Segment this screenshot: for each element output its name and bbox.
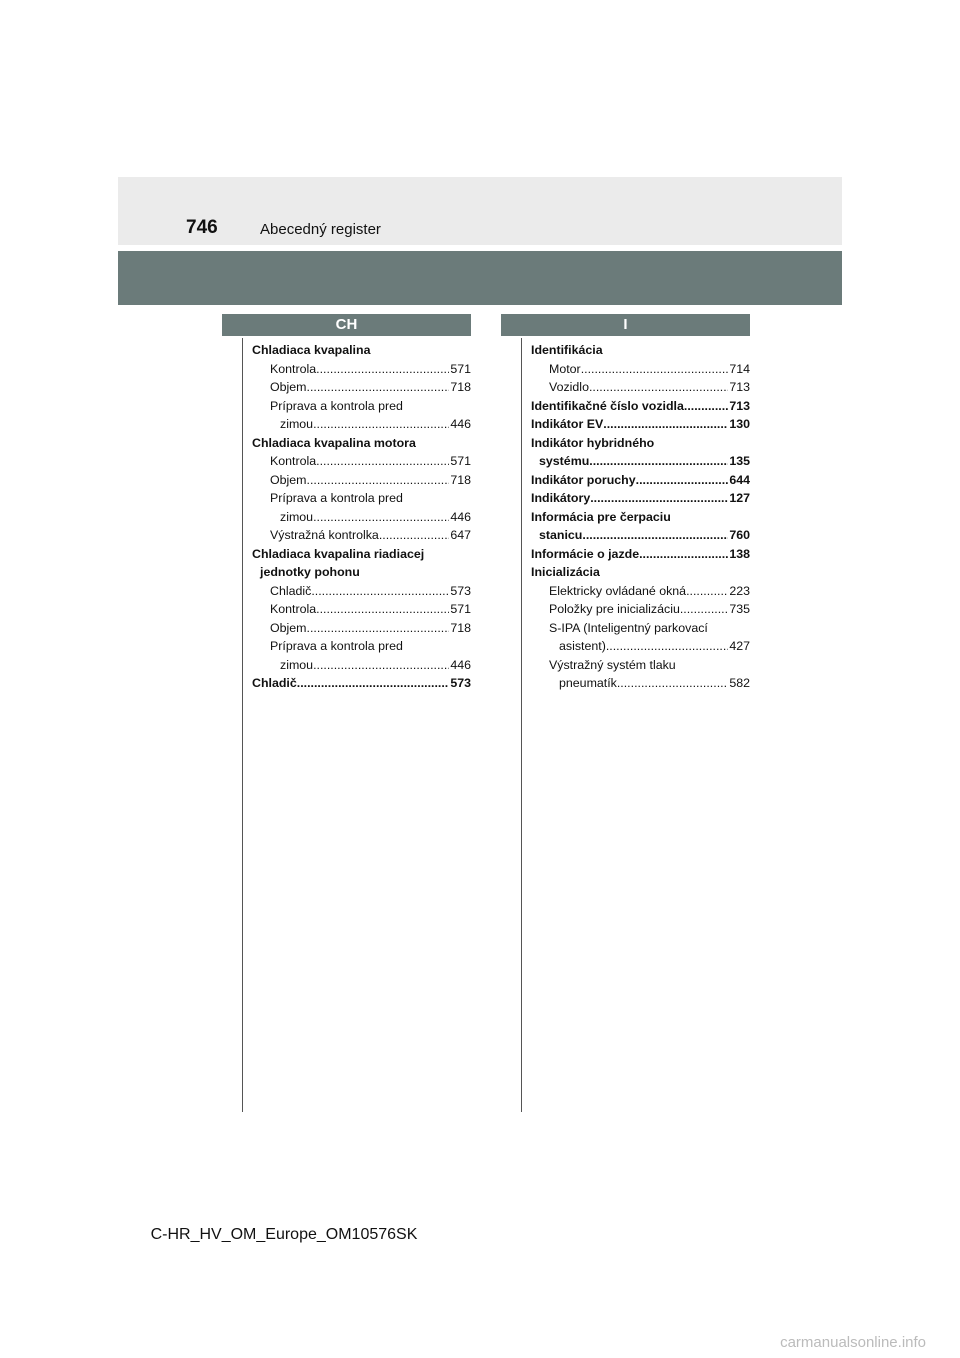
index-entry (252, 637, 471, 656)
index-entry-page[interactable]: 130 (729, 417, 750, 431)
index-entry-text: Indikátory (531, 491, 591, 505)
index-entry-text: Príprava a kontrola pred (270, 398, 403, 413)
leader-dots (316, 360, 449, 379)
index-entry-page[interactable]: 427 (729, 639, 750, 653)
index-entry-text: Objem (270, 472, 307, 487)
index-entry-page[interactable]: 644 (729, 472, 750, 487)
index-entry (531, 526, 750, 545)
index-entry (252, 563, 471, 582)
index-entry-text: Identifikácia (531, 343, 603, 357)
index-entry-page[interactable]: 573 (450, 676, 471, 690)
index-entry (531, 674, 750, 693)
index-entry (531, 508, 750, 527)
index-entry (531, 471, 750, 490)
index-entry-text: Vozidlo (549, 380, 589, 394)
index-entry-text: Indikátor EV (531, 417, 604, 431)
index-entry-text: Objem (270, 380, 307, 394)
index-entry-page[interactable]: 571 (450, 454, 471, 468)
leader-dots (603, 415, 728, 434)
index-entry (531, 619, 750, 638)
index-entry (531, 378, 750, 397)
leader-dots (639, 545, 728, 564)
index-entry (531, 637, 750, 656)
index-entry-text: zimou (280, 417, 314, 431)
index-entry (252, 415, 471, 434)
index-entry-page[interactable]: 718 (450, 380, 471, 394)
index-entry (531, 600, 750, 619)
index-entry (531, 360, 750, 379)
leader-dots (297, 674, 450, 693)
index-entry-text: Chladiaca kvapalina riadiacej (252, 546, 425, 561)
index-entry-text: Kontrola (270, 454, 317, 468)
index-entry-page[interactable]: 713 (729, 380, 750, 394)
leader-dots (686, 582, 728, 601)
index-entry-text: Príprava a kontrola pred (270, 491, 403, 505)
index-entry (531, 563, 750, 582)
index-column-ch (252, 341, 471, 693)
column-divider-right (521, 338, 522, 1112)
index-entry (252, 360, 471, 379)
index-entry-page[interactable]: 647 (450, 528, 471, 542)
index-entry-page[interactable]: 446 (450, 509, 471, 524)
index-entry-page[interactable]: 446 (450, 657, 471, 672)
leader-dots (606, 637, 728, 656)
index-entry-text: Kontrola (270, 361, 317, 376)
index-entry-text: Informácia pre čerpaciu (531, 509, 671, 524)
leader-dots (316, 452, 449, 471)
index-entry (531, 452, 750, 471)
leader-dots (582, 526, 728, 545)
header-band (118, 177, 842, 245)
index-entry-page[interactable]: 571 (450, 602, 471, 616)
index-entry-text: Chladič (270, 583, 312, 598)
index-entry (531, 415, 750, 434)
page-number: 746 (186, 217, 218, 238)
index-entry-text: jednotky pohonu (260, 565, 360, 579)
index-entry-page[interactable]: 582 (729, 676, 750, 690)
index-entry (252, 674, 471, 693)
index-entry (252, 397, 471, 416)
index-entry-text: Chladič (252, 676, 297, 690)
index-entry-text: S-IPA (Inteligentný parkovací (549, 620, 708, 635)
index-entry-text: Kontrola (270, 602, 317, 616)
index-entry (531, 434, 750, 453)
column-heading-ch: CH (222, 314, 471, 336)
index-entry-page[interactable]: 138 (729, 546, 750, 561)
leader-dots (581, 360, 729, 379)
chapter-band (118, 251, 842, 305)
index-entry-page[interactable]: 718 (450, 472, 471, 487)
leader-dots (311, 582, 449, 601)
index-entry (531, 545, 750, 564)
section-title: Abecedný register (260, 221, 381, 238)
index-entry-text: zimou (280, 509, 314, 524)
index-entry-text: Príprava a kontrola pred (270, 639, 403, 653)
index-entry-text: Motor (549, 361, 581, 376)
index-entry-page[interactable]: 127 (729, 491, 750, 505)
index-entry (252, 378, 471, 397)
index-entry-page[interactable]: 446 (450, 417, 471, 431)
leader-dots (313, 508, 449, 527)
watermark: carmanualsonline.info (780, 1334, 926, 1351)
column-divider-left (242, 338, 243, 1112)
index-entry-page[interactable]: 223 (729, 583, 750, 598)
index-entry (252, 545, 471, 564)
index-entry-text: Inicializácia (531, 565, 600, 579)
index-entry-page[interactable]: 760 (729, 528, 750, 542)
column-heading-i: I (501, 314, 750, 336)
leader-dots (680, 600, 728, 619)
index-entry-text: Identifikačné číslo vozidla (531, 398, 684, 413)
index-entry (531, 341, 750, 360)
leader-dots (307, 471, 450, 490)
index-entry-text: Výstražný systém tlaku (549, 657, 676, 672)
index-entry (252, 452, 471, 471)
index-entry (252, 508, 471, 527)
index-entry (252, 582, 471, 601)
leader-dots (684, 397, 728, 416)
index-entry-text: asistent) (559, 639, 606, 653)
leader-dots (589, 378, 728, 397)
index-entry-text: Indikátor poruchy (531, 472, 636, 487)
leader-dots (313, 415, 449, 434)
index-entry-text: pneumatík (559, 676, 617, 690)
index-entry-text: systému (539, 454, 590, 468)
index-entry (252, 341, 471, 360)
index-entry (531, 489, 750, 508)
leader-dots (316, 600, 449, 619)
index-column-i (531, 341, 750, 693)
index-entry-page[interactable]: 713 (729, 398, 750, 413)
leader-dots (589, 452, 728, 471)
index-entry-text: Chladiaca kvapalina motora (252, 435, 416, 450)
index-entry (252, 619, 471, 638)
index-entry-text: Elektricky ovládané okná (549, 583, 687, 598)
leader-dots (313, 656, 449, 675)
index-entry-text: Položky pre inicializáciu (549, 602, 680, 616)
index-entry (252, 526, 471, 545)
index-entry-text: stanicu (539, 528, 583, 542)
index-entry-text: zimou (280, 657, 314, 672)
index-entry (531, 397, 750, 416)
index-entry-page[interactable]: 571 (450, 361, 471, 376)
index-entry (252, 489, 471, 508)
index-entry-page[interactable]: 735 (729, 602, 750, 616)
leader-dots (379, 526, 450, 545)
index-entry (252, 434, 471, 453)
index-entry-text: Chladiaca kvapalina (252, 343, 371, 357)
index-entry (531, 582, 750, 601)
index-entry-text: Výstražná kontrolka (270, 528, 379, 542)
leader-dots (590, 489, 728, 508)
leader-dots (636, 471, 729, 490)
index-entry (252, 600, 471, 619)
document-id: C-HR_HV_OM_Europe_OM10576SK (150, 1226, 418, 1243)
index-entry (252, 471, 471, 490)
index-entry-page[interactable]: 714 (729, 361, 750, 376)
leader-dots (307, 378, 450, 397)
index-entry-page[interactable]: 135 (729, 454, 750, 468)
index-entry-page[interactable]: 573 (450, 583, 471, 598)
leader-dots (617, 674, 728, 693)
leader-dots (307, 619, 450, 638)
index-entry (531, 656, 750, 675)
index-entry-page[interactable]: 718 (450, 620, 471, 635)
index-entry-text: Informácie o jazde (531, 546, 640, 561)
index-entry-text: Objem (270, 620, 307, 635)
index-entry-text: Indikátor hybridného (531, 435, 655, 450)
index-entry (252, 656, 471, 675)
